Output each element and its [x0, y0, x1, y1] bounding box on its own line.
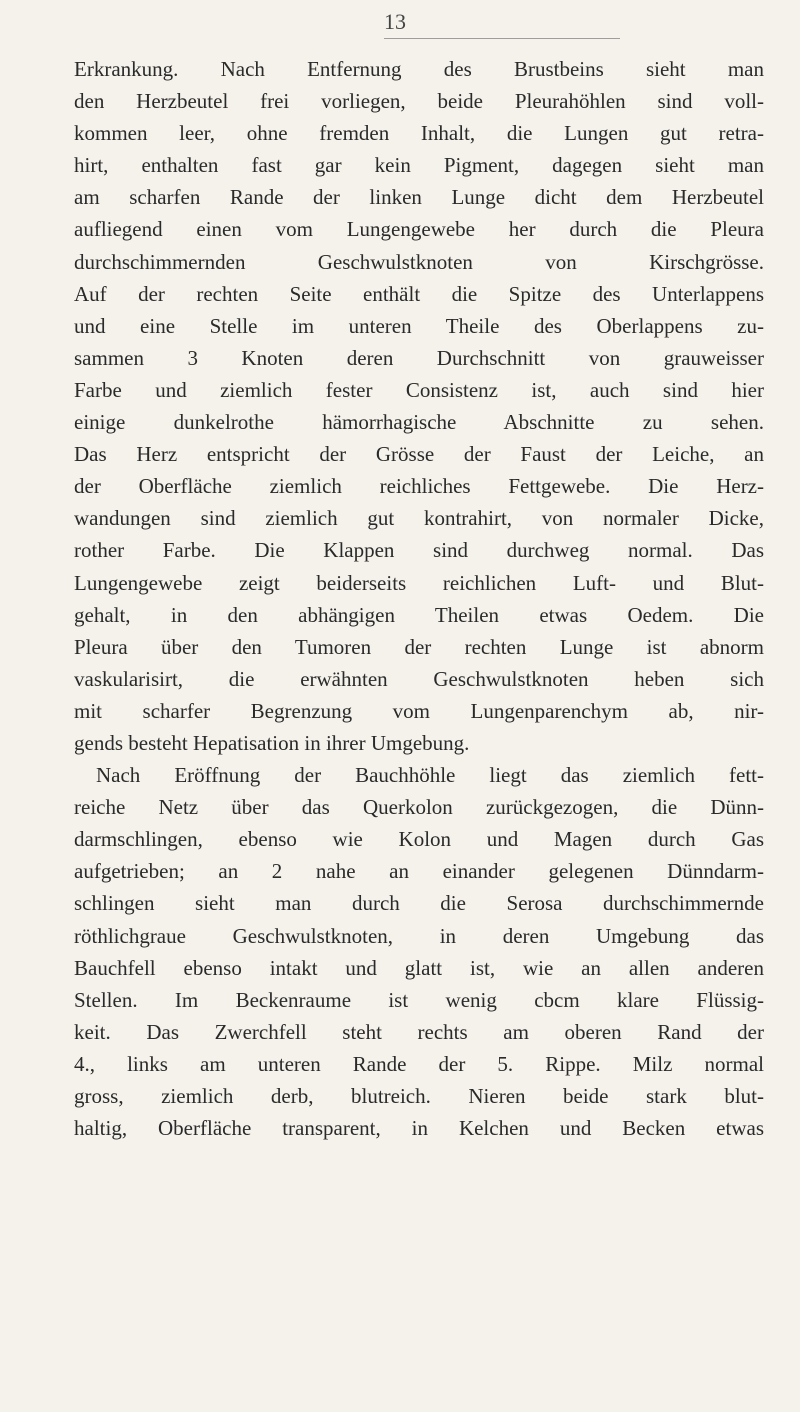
text-line: aufliegend einen vom Lungengewebe her durch die Pleura [74, 217, 764, 242]
text-line: mit scharfer Begrenzung vom Lungenparenchym ab, nir- [74, 698, 764, 723]
text-line: am scharfen Rande der linken Lunge dicht dem Herzbeutel [74, 185, 764, 210]
text-line: schlingen sieht man durch die Serosa durchschimmernde [74, 891, 764, 916]
text-line: und eine Stelle im unteren Theile des Oberlappens zu- [74, 313, 764, 338]
text-line: Pleura über den Tumoren der rechten Lunge ist abnorm [74, 634, 764, 659]
page-number: 13 [384, 9, 406, 34]
text-line: darmschlingen, ebenso wie Kolon und Magen durch Gas [74, 827, 764, 852]
text-line: gross, ziemlich derb, blutreich. Nieren beide stark blut- [74, 1084, 764, 1108]
text-line: der Oberfläche ziemlich reichliches Fettgewebe. Die Herz- [74, 474, 764, 499]
text-line: rother Farbe. Die Klappen sind durchweg normal. Das [74, 538, 764, 563]
text-line: vaskularisirt, die erwähnten Geschwulstknoten heben sich [74, 666, 764, 691]
text-line: Auf der rechten Seite enthält die Spitze des Unterlappens [74, 281, 764, 306]
text-line: reiche Netz über das Querkolon zurückgezogen, die Dünn- [74, 795, 764, 820]
text-line: gehalt, in den abhängigen Theilen etwas Oedem. Die [74, 602, 764, 627]
text-line: 4., links am unteren Rande der 5. Rippe. Milz normal [74, 1051, 764, 1076]
text-line: Lungengewebe zeigt beiderseits reichlichen Luft- und Blut- [74, 570, 764, 595]
text-line: Erkrankung. Nach Entfernung des Brustbeins sieht man [74, 57, 764, 81]
text-line: hirt, enthalten fast gar kein Pigment, dagegen sieht man [74, 153, 764, 178]
text-line: haltig, Oberfläche transparent, in Kelchen und Becken etwas [74, 1116, 764, 1141]
text-line: Nach Eröffnung der Bauchhöhle liegt das ziemlich fett- [96, 763, 764, 788]
text-line: Farbe und ziemlich fester Consistenz ist, auch sind hier [74, 377, 764, 402]
text-line: kommen leer, ohne fremden Inhalt, die Lungen gut retra- [74, 121, 764, 146]
text-line: Stellen. Im Beckenraume ist wenig cbcm klare Flüssig- [74, 987, 764, 1012]
text-line: keit. Das Zwerchfell steht rechts am oberen Rand der [74, 1019, 764, 1044]
text-line: gends besteht Hepatisation in ihrer Umgebung. [74, 730, 470, 755]
text-line: durchschimmernden Geschwulstknoten von Kirschgrösse. [74, 249, 764, 274]
text-line: Bauchfell ebenso intakt und glatt ist, wie an allen anderen [74, 955, 764, 980]
text-line: den Herzbeutel frei vorliegen, beide Pleurahöhlen sind voll- [74, 89, 764, 114]
text-line: Das Herz entspricht der Grösse der Faust der Leiche, an [74, 442, 764, 467]
text-line: einige dunkelrothe hämorrhagische Abschnitte zu sehen. [74, 410, 764, 435]
text-line: wandungen sind ziemlich gut kontrahirt, von normaler Dicke, [74, 506, 764, 531]
text-line: röthlichgraue Geschwulstknoten, in deren Umgebung das [74, 923, 764, 948]
page-header [370, 8, 630, 42]
text-line: sammen 3 Knoten deren Durchschnitt von grauweisser [74, 345, 764, 370]
text-line: aufgetrieben; an 2 nahe an einander gelegenen Dünndarm- [74, 859, 764, 884]
body-text [74, 53, 764, 1144]
header-rule [384, 38, 620, 39]
